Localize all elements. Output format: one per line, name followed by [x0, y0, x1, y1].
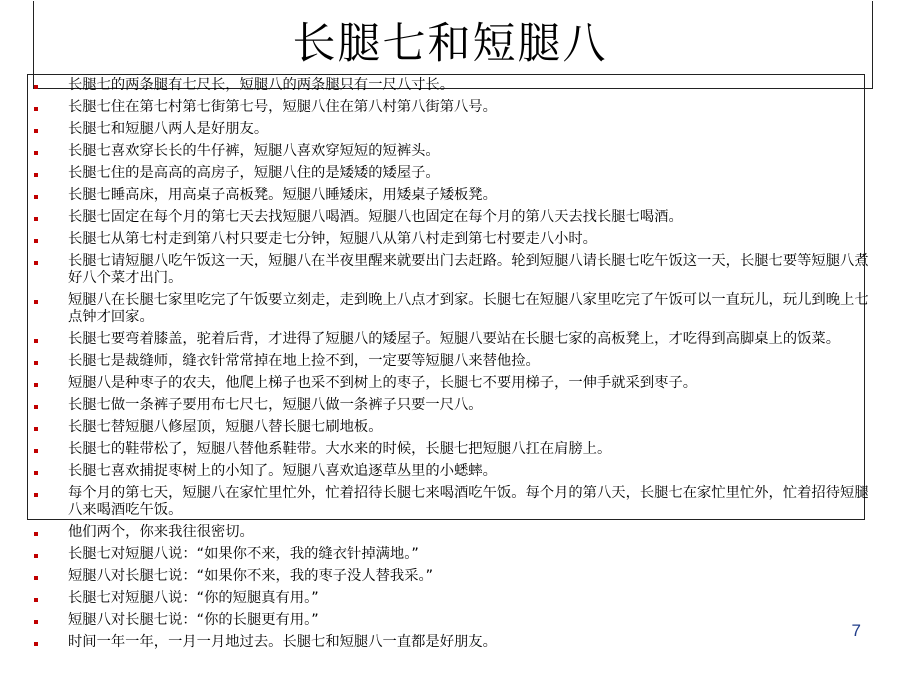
bullet-icon — [34, 554, 38, 558]
list-item-text: 长腿七替短腿八修屋顶，短腿八替长腿七刷地板。 — [68, 419, 383, 435]
bullet-icon — [34, 405, 38, 409]
list-item — [34, 375, 879, 392]
bullet-icon — [34, 471, 38, 475]
list-item — [34, 331, 879, 348]
bullet-icon — [34, 339, 38, 343]
list-item-text: 短腿八是种枣子的农夫，他爬上梯子也采不到树上的枣子，长腿七不要用梯子，一伸手就采到枣子。 — [68, 375, 698, 391]
list-item-text: 长腿七对短腿八说：“你的短腿真有用。” — [68, 590, 319, 606]
list-item — [34, 524, 879, 541]
bullet-icon — [34, 129, 38, 133]
list-item — [34, 292, 879, 326]
bullet-icon — [34, 361, 38, 365]
list-item-text: 长腿七对短腿八说：“如果你不来，我的缝衣针掉满地。” — [68, 546, 419, 562]
list-item — [34, 143, 879, 160]
list-item-text: 长腿七做一条裤子要用布七尺七，短腿八做一条裤子只要一尺八。 — [68, 397, 483, 413]
list-item-text: 短腿八对长腿七说：“你的长腿更有用。” — [68, 612, 319, 628]
bullet-icon — [34, 576, 38, 580]
bullet-icon — [34, 85, 38, 89]
list-item-text: 他们两个，你来我往很密切。 — [68, 524, 254, 540]
bullet-icon — [34, 449, 38, 453]
list-item-text: 长腿七住在第七村第七街第七号，短腿八住在第八村第八街第八号。 — [68, 99, 497, 115]
list-item-text: 长腿七是裁缝师，缝衣针常常掉在地上捡不到，一定要等短腿八来替他捡。 — [68, 353, 540, 369]
bullet-icon — [34, 383, 38, 387]
list-item-text: 长腿七的鞋带松了，短腿八替他系鞋带。大水来的时候，长腿七把短腿八扛在肩膀上。 — [68, 441, 612, 457]
list-item — [34, 590, 879, 607]
list-item-text: 短腿八对长腿七说：“如果你不来，我的枣子没人替我采。” — [68, 568, 434, 584]
bullet-icon — [34, 427, 38, 431]
list-item — [34, 353, 879, 370]
list-item — [34, 253, 879, 287]
list-item — [34, 441, 879, 458]
list-item-text: 长腿七要弯着膝盖，驼着后背，才进得了短腿八的矮屋子。短腿八要站在长腿七家的高板凳上，才吃得到高脚桌上的饭菜。 — [68, 331, 841, 347]
bullet-icon — [34, 532, 38, 536]
list-item-text: 长腿七请短腿八吃午饭这一天，短腿八在半夜里醒来就要出门去赶路。轮到短腿八请长腿七吃午饭这一天，长腿七要等短腿八煮好八个菜才出门。 — [68, 253, 869, 286]
list-item-text: 长腿七睡高床，用高桌子高板凳。短腿八睡矮床，用矮桌子矮板凳。 — [68, 187, 497, 203]
list-item-text: 每个月的第七天，短腿八在家忙里忙外，忙着招待长腿七来喝酒吃午饭。每个月的第八天，长腿七在家忙里忙外，忙着招待短腿八来喝酒吃午饭。 — [68, 485, 869, 518]
slide-title: 长腿七和短腿八 — [292, 19, 608, 69]
list-item-text: 长腿七喜欢穿长长的牛仔裤，短腿八喜欢穿短短的短裤头。 — [68, 143, 440, 159]
bullet-icon — [34, 239, 38, 243]
list-item-text: 时间一年一年，一月一月地过去。长腿七和短腿八一直都是好朋友。 — [68, 634, 497, 650]
bullet-icon — [34, 642, 38, 646]
page-number: 7 — [851, 621, 861, 640]
list-item-text: 短腿八在长腿七家里吃完了午饭要立刻走，走到晚上八点才到家。长腿七在短腿八家里吃完了午饭可以一直玩儿，玩儿到晚上七点钟才回家。 — [68, 292, 869, 325]
list-item — [34, 231, 879, 248]
list-item-text: 长腿七喜欢捕捉枣树上的小知了。短腿八喜欢追逐草丛里的小蟋蟀。 — [68, 463, 497, 479]
list-item — [34, 568, 879, 585]
list-item — [34, 546, 879, 563]
bullet-icon — [34, 195, 38, 199]
bullet-icon — [34, 493, 38, 497]
list-item-text: 长腿七的两条腿有七尺长，短腿八的两条腿只有一尺八寸长。 — [68, 77, 455, 93]
list-item — [34, 463, 879, 480]
bullet-icon — [34, 173, 38, 177]
list-item — [34, 485, 879, 519]
list-item — [34, 397, 879, 414]
list-item-text: 长腿七和短腿八两人是好朋友。 — [68, 121, 269, 137]
list-item-text: 长腿七固定在每个月的第七天去找短腿八喝酒。短腿八也固定在每个月的第八天去找长腿七喝酒。 — [68, 209, 683, 225]
list-item — [34, 612, 879, 629]
list-item — [34, 209, 879, 226]
bullet-icon — [34, 151, 38, 155]
list-item — [34, 634, 879, 651]
list-item — [34, 99, 879, 116]
list-item — [34, 121, 879, 138]
bullet-icon — [34, 261, 38, 265]
bullet-icon — [34, 620, 38, 624]
bullet-icon — [34, 107, 38, 111]
list-item — [34, 187, 879, 204]
list-item-text: 长腿七从第七村走到第八村只要走七分钟，短腿八从第八村走到第七村要走八小时。 — [68, 231, 597, 247]
bullet-icon — [34, 598, 38, 602]
list-item — [34, 419, 879, 436]
bullet-list — [34, 77, 879, 656]
list-item — [34, 165, 879, 182]
list-item-text: 长腿七住的是高高的高房子，短腿八住的是矮矮的矮屋子。 — [68, 165, 440, 181]
list-item — [34, 77, 879, 94]
bullet-icon — [34, 217, 38, 221]
bullet-icon — [34, 300, 38, 304]
